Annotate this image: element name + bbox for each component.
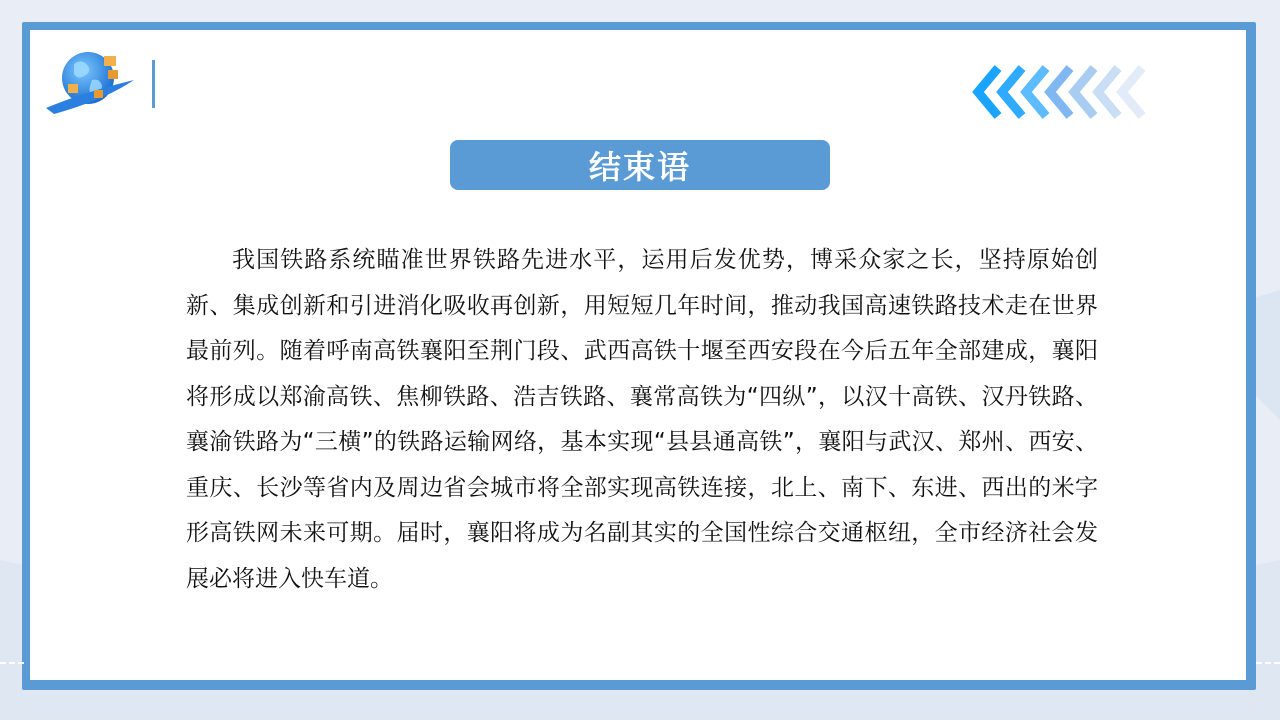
dashed-line-left	[0, 662, 24, 664]
globe-logistics-icon	[44, 44, 136, 118]
chevrons-left-icon	[972, 64, 1156, 122]
slide-title: 结束语	[588, 148, 691, 186]
header-divider	[152, 60, 155, 108]
body-paragraph: 我国铁路系统瞄准世界铁路先进水平，运用后发优势，博采众家之长，坚持原始创新、集成创新和引进消化吸收再创新，用短短几年时间，推动我国高速铁路技术走在世界最前列。随着呼南高铁襄阳至荆门段、武西高铁十堰至西安段在今后五年全部建成，襄阳将形成以郑渝高铁、焦柳铁路、浩吉铁路、襄常高铁为“四纵”，以汉十高铁、汉丹铁路、襄渝铁路为“三横”的铁路运输网络，基本实现“县县通高铁”，襄阳与武汉、郑州、西安、重庆、长沙等省内及周边省会城市将全部实现高铁连接，北上、南下、东进、西出的米字形高铁网未来可期。届时，襄阳将成为名副其实的全国性综合交通枢纽，全市经济社会发展必将进入快车道。	[186, 247, 1098, 592]
dashed-line-right	[1256, 662, 1280, 664]
title-banner	[450, 140, 830, 190]
